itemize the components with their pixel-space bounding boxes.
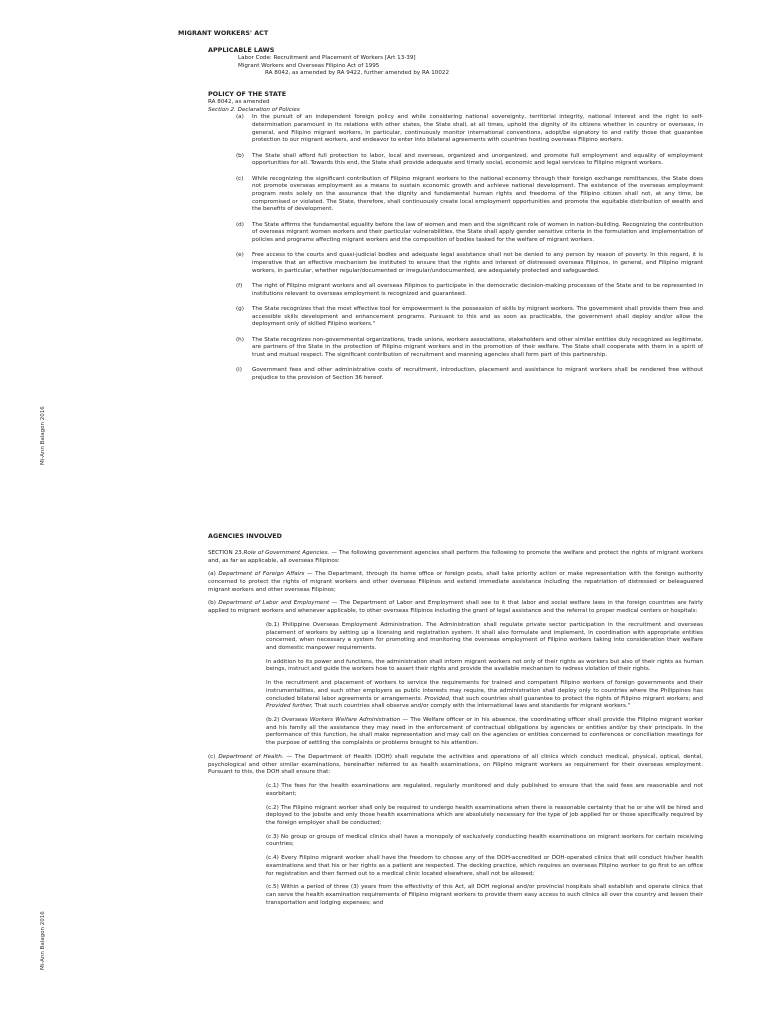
doh-item: (c.4) Every Filipino migrant worker shall have the freedom to choose any of the DOH-accredited or DOH-operated clinics that will conduct his/her health examinations and that his or her rights as a patient are respected. The decking practice, which requires an overseas Filipino worker to go first to an office for registration and then farmed out to a medical clinic located elsewhere, shall not be allowed;: [266, 855, 703, 877]
law-reference: RA 8042, as amended: [208, 98, 270, 105]
policy-item: [236, 222, 703, 245]
section-heading: AGENCIES INVOLVED: [208, 532, 282, 540]
section-heading: APPLICABLE LAWS: [208, 46, 275, 54]
agency-dfa: (a) Department of Foreign Affairs — The Department, through its home office or foreign posts, shall take priority action or make representation with the foreign authority concerned to protect the rights of migrant workers and other overseas Filipinos and extend immediate assistance including the repatriation of distressed or beleaguered migrant workers and other overseas Filipinos;: [208, 571, 703, 593]
policy-item: [236, 337, 703, 360]
agencies-section: [208, 532, 703, 907]
law-line: RA 8042, as amended by RA 9422, further amended by RA 10022: [265, 70, 450, 77]
agency-poea: (b.1) Philippine Overseas Employment Administration. The Administration shall regulate private sector participation in the recruitment and overseas placement of workers by setting up a licensing and registration system. It shall also formulate and implement, in coordination with appropriate entities concerned, when necessary a system for promoting and monitoring the overseas employment of Filipino workers taking into consideration their welfare and domestic manpower requirements.: [266, 621, 703, 652]
policy-item: [236, 114, 703, 145]
law-line: Migrant Workers and Overseas Filipino Act of 1995: [238, 62, 380, 69]
item-text: The right of Filipino migrant workers and all overseas Filipinos to participate in the democratic decision-making processes of the State and to be represented in institutions relevant to overseas employment is recognized and guaranteed.: [252, 282, 703, 297]
policy-item: [236, 153, 703, 168]
policy-item: [236, 176, 703, 215]
item-label: (d): [236, 221, 244, 228]
doh-item: (c.2) The Filipino migrant worker shall only be required to undergo health examinations when there is reasonable certainty that he or she will be hired and deployed to the jobsite and only those health examinations which are absolutely necessary for the type of job applied for or those specifically required by the foreign employer shall be conducted;: [266, 804, 703, 826]
doh-item: (c.5) Within a period of three (3) years from the effectivity of this Act, all DOH regional and/or provincial hospitals shall establish and operate clinics that can serve the health examination requirements of Filipino migrant workers to provide them easy access to such clinics all over the country and lessen their transportation and lodging expenses; and: [266, 884, 703, 906]
agency-dole: (b) Department of Labor and Employment — The Department of Labor and Employment shall see to it that labor and social welfare laws in the foreign countries are fairly applied to migrant workers and whenever applicable, to other overseas Filipinos including the grant of legal assistance and the referral to proper medical centers or hospitals:: [208, 600, 703, 615]
item-text: The State recognizes non-governmental organizations, trade unions, workers associations, stakeholders and other similar entities duly recognized as legitimate, are partners of the State in the protection of Filipino migrant workers and in the promotion of their welfare. The State shall cooperate with them in a spirit of trust and mutual respect. The significant contribution of recruitment and manning agencies shall form part of this partnership.: [252, 336, 703, 359]
item-label: (b): [236, 152, 244, 159]
document-title: MIGRANT WORKERS' ACT: [178, 29, 269, 37]
item-label: (i): [236, 367, 242, 374]
item-label: (g): [236, 305, 244, 312]
watermark: Mi-Ann Balagon 2016: [40, 911, 46, 970]
item-label: (c): [236, 175, 244, 182]
item-label: (e): [236, 252, 244, 259]
item-text: In the pursuit of an independent foreign policy and while considering national sovereignty, territorial integrity, national interest and the right to self-determination paramount in its relations with other states, the State shall, at all times, uphold the dignity of its citizens whether in country or overseas, in general, and Filipino migrant workers, in particular, continuously monitor international conventions, adopt/be signatory to and ratify those that guarantee protection to our migrant workers, and endeavor to enter into bilateral agreements with countries hosting overseas Filipino workers.: [252, 114, 703, 144]
section-reference: Section 2. Declaration of Policies: [208, 106, 300, 113]
section-heading: POLICY OF THE STATE: [208, 90, 287, 98]
applicable-laws-section: [208, 46, 703, 78]
poea-paragraph: In addition to its power and functions, the administration shall inform migrant workers not only of their rights as workers but also of their rights as human beings, instruct and guide the workers how to assert their rights and provide the available mechanism to redress violation of their rights.: [266, 658, 703, 673]
policy-section: [208, 90, 703, 383]
item-text: Government fees and other administrative costs of recruitment, introduction, placement and assistance to migrant workers shall be rendered free without prejudice to the provision of Section 36 hereof.: [252, 367, 703, 381]
law-line: Labor Code: Recruitment and Placement of Workers [Art 13-39]: [238, 54, 416, 61]
doh-item: (c.1) The fees for the health examinations are regulated, regularly monitored and duly published to ensure that the said fees are reasonable and not exorbitant;: [266, 783, 703, 797]
item-text: While recognizing the significant contribution of Filipino migrant workers to the national economy through their foreign exchange remittances, the State does not promote overseas employment as a means to sustain economic growth and achieve national development. The existence of the overseas employment program rests solely on the assurance that the dignity and fundamental human rights and freedoms of the Filipino citizen shall not, at any time, be compromised or violated. The State, therefore, shall continuously create local employment opportunities and promote the equitable distribution of wealth and the benefits of development.: [252, 175, 703, 213]
policy-item: [236, 252, 703, 275]
poea-paragraph: In the recruitment and placement of workers to service the requirements for trained and competent Filipino workers of foreign governments and their instrumentalities, and such other employers as public interests may require, the administration shall deploy only to countries where the Philippines has concluded bilateral labor agreements or arrangements. Provided, that such countries shall guarantee to protect the rights of Filipino migrant workers; and Provided further, That such countries shall observe and/or comply with the international laws and standards for migrant workers.": [266, 680, 703, 710]
agency-owwa: (b.2) Overseas Workers Welfare Administration — The Welfare officer or in his absence, the coordinating officer shall provide the Filipino migrant worker and his family all the assistance they may need in the enforcement of contractual obligations by agencies or entities and/or by their principals. In the performance of this function, he shall make representation and may call on the agencies or entities concerned to conferences or conciliation meetings for the purpose of settling the complaints or problems brought to his attention.: [266, 717, 703, 747]
policy-item: [236, 283, 703, 298]
item-text: The State recognizes that the most effective tool for empowerment is the possession of skills by migrant workers. The government shall provide them free and accessible skills development and enhancement programs. Pursuant to this and as soon as practicable, the government shall deploy and/or allow the deployment only of skilled Filipino workers.": [252, 305, 703, 328]
policy-item: [236, 367, 703, 382]
policy-item: [236, 306, 703, 329]
agencies-intro: SECTION 23.Role of Government Agencies. — The following government agencies shall perform the following to promote the welfare and protect the rights of migrant workers and, as far as applicable, all overseas Filipinos:: [208, 549, 703, 564]
agency-doh: (c) Department of Health. — The Department of Health (DOH) shall regulate the activities and operations of all clinics which conduct medical, physical, optical, dental, psychological and other similar examinations, hereinafter referred to as health examinations, on Filipino migrant workers as requirement for their overseas employment. Pursuant to this, the DOH shall ensure that:: [208, 753, 703, 776]
doh-item: (c.3) No group or groups of medical clinics shall have a monopoly of exclusively conducting health examinations on migrant workers for certain receiving countries;: [266, 833, 703, 848]
item-label: (f): [236, 282, 243, 289]
item-label: (a): [236, 114, 244, 121]
item-text: The State shall afford full protection to labor, local and overseas, organized and unorganized, and promote full employment and equality of employment opportunities for all. Towards this end, the State shall provide adequate and timely social, economic and legal services to Filipino migrant workers.: [252, 152, 703, 167]
item-text: Free access to the courts and quasi-judicial bodies and adequate legal assistance shall not be denied to any person by reason of poverty. In this regard, it is imperative that an effective mechanism be instituted to ensure that the rights and interest of distressed overseas Filipinos, in general, and Filipino migrant workers, in particular, whether regular/documented or irregular/undocumented, are adequately protected and safeguarded.: [252, 252, 703, 274]
watermark: Mi-Ann Balagon 2016: [40, 406, 46, 465]
item-text: The State affirms the fundamental equality before the law of women and men and the significant role of women in nation-building. Recognizing the contribution of overseas migrant women workers and their particular vulnerabilities, the State shall apply gender sensitive criteria in the formulation and implementation of policies and programs affecting migrant workers and the composition of bodies tasked for the welfare of migrant workers.: [252, 221, 703, 244]
item-label: (h): [236, 336, 244, 343]
